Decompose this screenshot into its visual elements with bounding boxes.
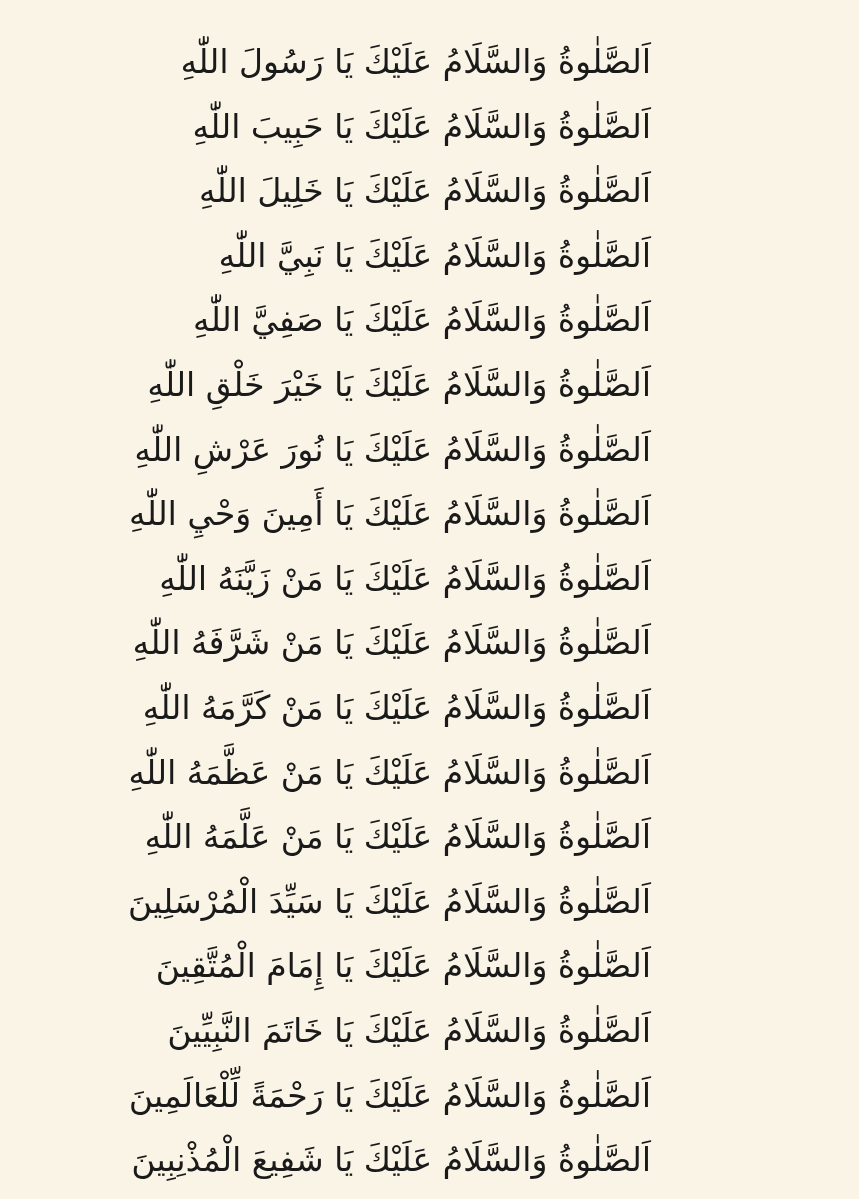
salawat-line-13: اَلصَّلٰوةُ وَالسَّلَامُ عَلَيْكَ يَا مَنْ عَلَّمَهُ اللّٰهِ xyxy=(144,817,651,857)
salawat-line-15: اَلصَّلٰوةُ وَالسَّلَامُ عَلَيْكَ يَا إِمَامَ الْمُتَّقِينَ xyxy=(155,946,651,986)
salawat-line-11: اَلصَّلٰوةُ وَالسَّلَامُ عَلَيْكَ يَا مَنْ كَرَّمَهُ اللّٰهِ xyxy=(142,687,651,727)
salawat-line-4: اَلصَّلٰوةُ وَالسَّلَامُ عَلَيْكَ يَا نَبِيَّ اللّٰهِ xyxy=(218,235,651,275)
salawat-line-14: اَلصَّلٰوةُ وَالسَّلَامُ عَلَيْكَ يَا سَيِّدَ الْمُرْسَلِينَ xyxy=(128,881,651,921)
salawat-list xyxy=(31,30,651,1193)
salawat-line-6: اَلصَّلٰوةُ وَالسَّلَامُ عَلَيْكَ يَا خَيْرَ خَلْقِ اللّٰهِ xyxy=(147,364,651,404)
salawat-line-12: اَلصَّلٰوةُ وَالسَّلَامُ عَلَيْكَ يَا مَنْ عَظَّمَهُ اللّٰهِ xyxy=(128,752,651,792)
salawat-line-7: اَلصَّلٰوةُ وَالسَّلَامُ عَلَيْكَ يَا نُورَ عَرْشِ اللّٰهِ xyxy=(134,429,651,469)
salawat-line-5: اَلصَّلٰوةُ وَالسَّلَامُ عَلَيْكَ يَا صَفِيَّ اللّٰهِ xyxy=(193,300,651,340)
salawat-line-17: اَلصَّلٰوةُ وَالسَّلَامُ عَلَيْكَ يَا رَحْمَةً لِّلْعَالَمِينَ xyxy=(128,1075,651,1115)
salawat-line-9: اَلصَّلٰوةُ وَالسَّلَامُ عَلَيْكَ يَا مَنْ زَيَّنَهُ اللّٰهِ xyxy=(159,558,651,598)
salawat-line-2: اَلصَّلٰوةُ وَالسَّلَامُ عَلَيْكَ يَا حَبِيبَ اللّٰهِ xyxy=(192,106,651,146)
salawat-line-3: اَلصَّلٰوةُ وَالسَّلَامُ عَلَيْكَ يَا خَلِيلَ اللّٰهِ xyxy=(198,171,651,211)
salawat-line-16: اَلصَّلٰوةُ وَالسَّلَامُ عَلَيْكَ يَا خَاتَمَ النَّبِيِّينَ xyxy=(167,1010,651,1050)
salawat-line-10: اَلصَّلٰوةُ وَالسَّلَامُ عَلَيْكَ يَا مَنْ شَرَّفَهُ اللّٰهِ xyxy=(132,623,651,663)
salawat-line-8: اَلصَّلٰوةُ وَالسَّلَامُ عَلَيْكَ يَا أَمِينَ وَحْيِ اللّٰهِ xyxy=(129,494,651,534)
salawat-line-18: اَلصَّلٰوةُ وَالسَّلَامُ عَلَيْكَ يَا شَفِيعَ الْمُذْنِبِينَ xyxy=(131,1140,651,1180)
salawat-line-1: اَلصَّلٰوةُ وَالسَّلَامُ عَلَيْكَ يَا رَسُولَ اللّٰهِ xyxy=(180,42,651,81)
